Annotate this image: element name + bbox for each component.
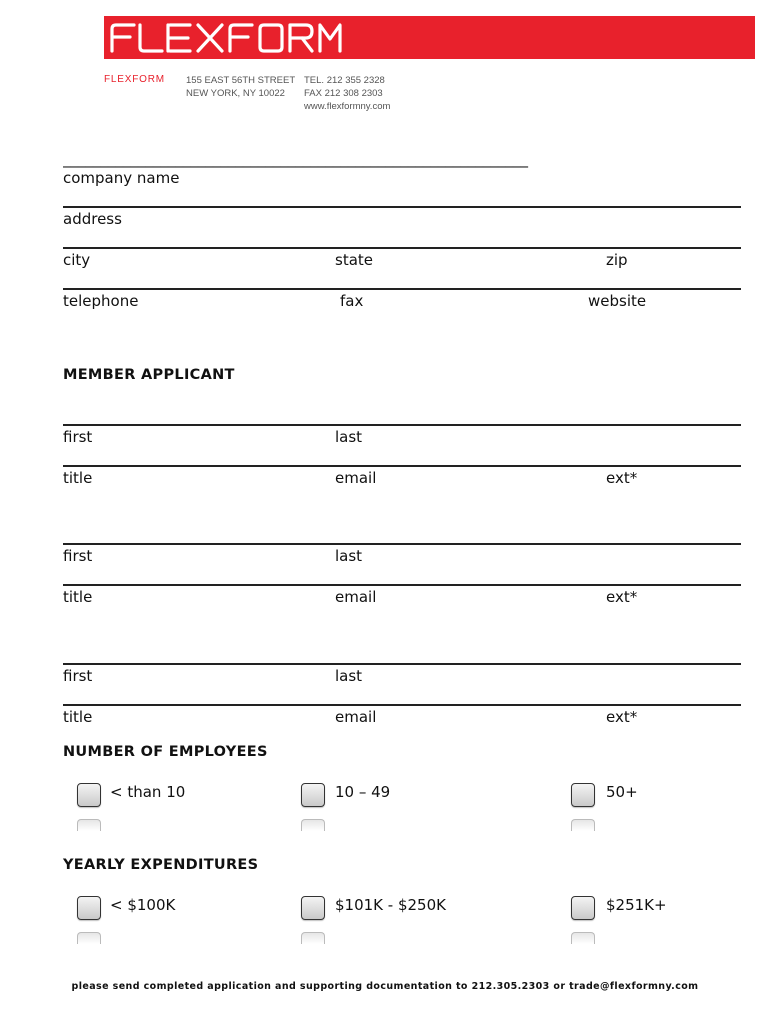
address-line: NEW YORK, NY 10022 <box>186 88 285 99</box>
expenditure-101k-250k-label: $101K - $250K <box>335 896 446 914</box>
applicant-email-label: email <box>335 469 377 487</box>
applicant-name-line[interactable] <box>63 663 741 665</box>
applicant-contact-line[interactable] <box>63 584 741 586</box>
applicant-email-label: email <box>335 588 377 606</box>
checkbox-reflection <box>571 819 595 831</box>
applicant-first-label: first <box>63 547 93 565</box>
company-name-underline[interactable]: ______________________________________________________________ <box>63 150 528 168</box>
contact-tel: TEL. 212 355 2328 <box>304 75 385 86</box>
flexform-logo <box>108 21 348 55</box>
expenditure-251k-plus-label: $251K+ <box>606 896 667 914</box>
employees-10-49-checkbox[interactable] <box>301 783 325 807</box>
applicant-ext-label: ext* <box>606 588 638 606</box>
applicant-contact-line[interactable] <box>63 704 741 706</box>
applicant-last-label: last <box>335 428 363 446</box>
yearly-expenditures-heading: YEARLY EXPENDITURES <box>63 857 259 873</box>
employees-under-10-checkbox[interactable] <box>77 783 101 807</box>
checkbox-reflection <box>77 819 101 831</box>
applicant-title-label: title <box>63 588 93 606</box>
employees-50-plus-checkbox[interactable] <box>571 783 595 807</box>
address-field-line[interactable] <box>63 206 741 208</box>
contact-website[interactable]: www.flexformny.com <box>304 101 391 112</box>
address-line: 155 EAST 56TH STREET <box>186 75 296 86</box>
letterhead-brand-label: FLEXFORM <box>104 74 165 85</box>
expenditure-under-100k-checkbox[interactable] <box>77 896 101 920</box>
fax-label: fax <box>340 292 364 310</box>
number-of-employees-heading: NUMBER OF EMPLOYEES <box>63 744 268 760</box>
applicant-title-label: title <box>63 708 93 726</box>
applicant-ext-label: ext* <box>606 469 638 487</box>
applicant-name-line[interactable] <box>63 543 741 545</box>
checkbox-reflection <box>77 932 101 944</box>
submission-instructions: please send completed application and supporting documentation to 212.305.2303 or trade@flexformny.com <box>71 981 699 992</box>
letterhead-contact <box>304 74 390 113</box>
telephone-label: telephone <box>63 292 139 310</box>
city-state-zip-field-line[interactable] <box>63 247 741 249</box>
applicant-email-label: email <box>335 708 377 726</box>
applicant-ext-label: ext* <box>606 708 638 726</box>
telephone-fax-website-field-line[interactable] <box>63 288 741 290</box>
applicant-last-label: last <box>335 547 363 565</box>
address-label: address <box>63 210 122 228</box>
applicant-contact-line[interactable] <box>63 465 741 467</box>
expenditure-under-100k-label: < $100K <box>110 896 176 914</box>
checkbox-reflection <box>571 932 595 944</box>
employees-under-10-label: < than 10 <box>110 783 186 801</box>
applicant-title-label: title <box>63 469 93 487</box>
company-name-label: company name <box>63 169 180 187</box>
applicant-last-label: last <box>335 667 363 685</box>
state-label: state <box>335 251 373 269</box>
website-label: website <box>588 292 647 310</box>
applicant-name-line[interactable] <box>63 424 741 426</box>
city-label: city <box>63 251 91 269</box>
member-applicant-heading: MEMBER APPLICANT <box>63 367 235 383</box>
employees-50-plus-label: 50+ <box>606 783 638 801</box>
expenditure-251k-plus-checkbox[interactable] <box>571 896 595 920</box>
contact-fax: FAX 212 308 2303 <box>304 88 383 99</box>
applicant-first-label: first <box>63 428 93 446</box>
checkbox-reflection <box>301 932 325 944</box>
applicant-first-label: first <box>63 667 93 685</box>
checkbox-reflection <box>301 819 325 831</box>
expenditure-101k-250k-checkbox[interactable] <box>301 896 325 920</box>
letterhead-address <box>186 74 295 100</box>
employees-10-49-label: 10 – 49 <box>335 783 391 801</box>
zip-label: zip <box>606 251 628 269</box>
